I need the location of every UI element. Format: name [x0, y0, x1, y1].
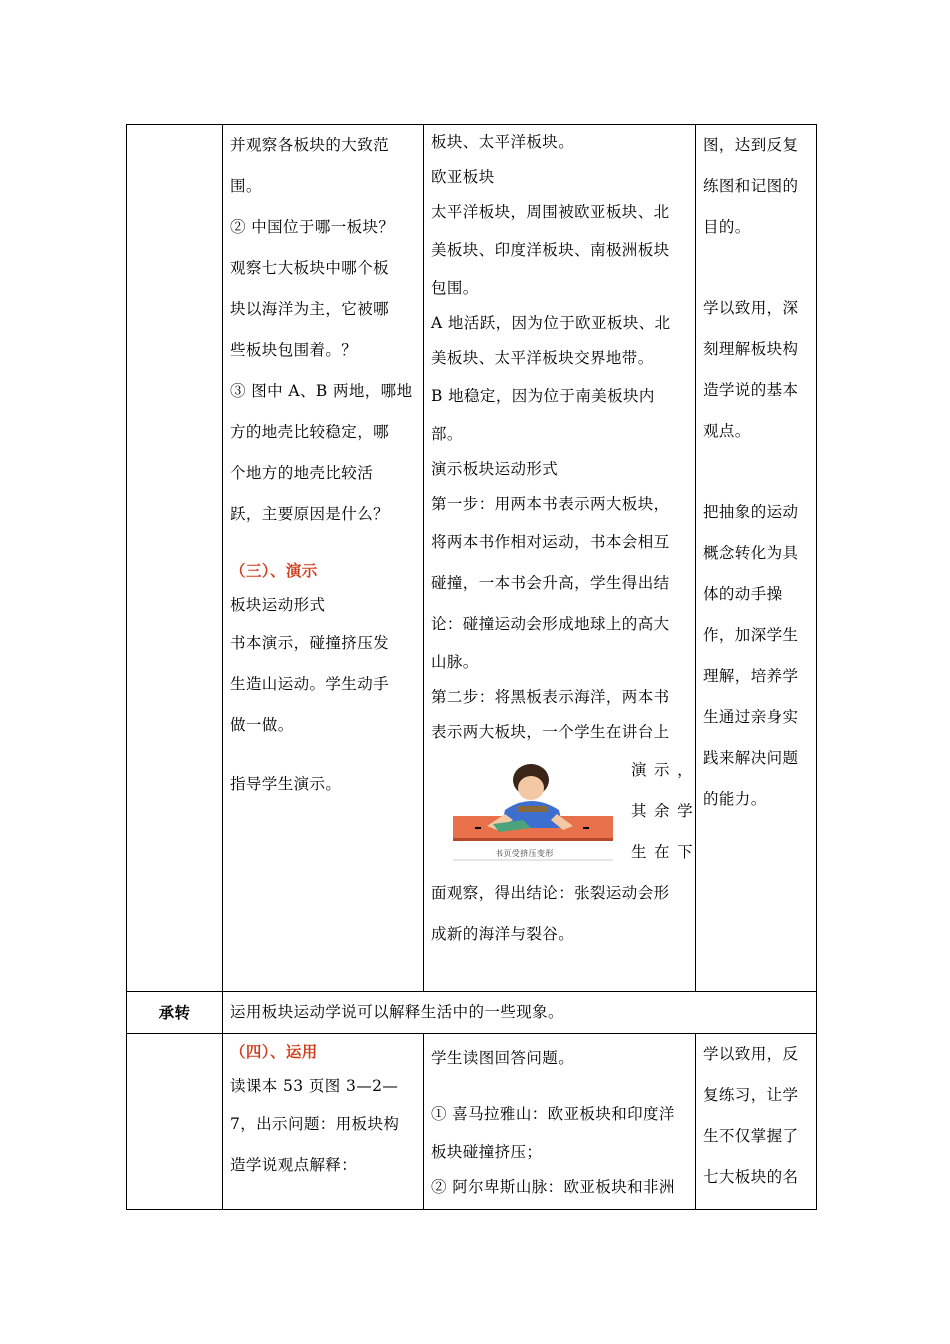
intent-line: 学以致用，深	[703, 299, 799, 317]
student-line: 山脉。	[431, 653, 479, 671]
design-intent-cell	[696, 1034, 817, 1210]
intent-line: 作，加深学生	[703, 626, 799, 644]
student-line: 生在下	[631, 843, 693, 861]
intent-line: 刻理解板块构	[703, 340, 799, 358]
intent-line: 图，达到反复	[703, 136, 799, 154]
intent-line: 造学说的基本	[703, 381, 799, 399]
student-line: 将两本书作相对运动，书本会相互	[431, 533, 670, 551]
teacher-line: 板块运动形式	[230, 596, 326, 614]
student-line: ② 阿尔卑斯山脉：欧亚板块和非洲	[431, 1178, 675, 1196]
spacer	[703, 452, 809, 492]
spacer	[230, 535, 416, 553]
stage-cell-empty	[127, 1034, 223, 1210]
teacher-line: 书本演示，碰撞挤压发	[230, 634, 390, 652]
teacher-line: 围。	[230, 177, 262, 195]
teacher-line: 并观察各板块的大致范	[230, 136, 390, 154]
teacher-line: 读课本 53 页图 3—2—	[230, 1077, 399, 1095]
teacher-line: 方的地壳比较稳定，哪	[230, 423, 390, 441]
intent-line: 生通过亲身实	[703, 708, 799, 726]
student-line: 部。	[431, 425, 463, 443]
intent-line: 践来解决问题	[703, 749, 799, 767]
spacer	[230, 746, 416, 764]
table-row-apply	[127, 1034, 817, 1210]
spacer	[703, 248, 809, 288]
teacher-line: 跃，主要原因是什么？	[230, 505, 390, 523]
table-row-main	[127, 125, 817, 992]
student-line: 碰撞，一本书会升高，学生得出结	[431, 574, 670, 592]
student-line: 论：碰撞运动会形成地球上的高大	[431, 615, 670, 633]
teacher-line: 7，出示问题：用板块构	[230, 1115, 400, 1133]
student-line: 美板块、印度洋板块、南极洲板块	[431, 241, 670, 259]
teacher-line: 个地方的地壳比较活	[230, 464, 374, 482]
teacher-line: 些板块包围着。？	[230, 341, 358, 359]
student-line: 其余学	[631, 802, 693, 820]
student-line: B 地稳定，因为位于南美板块内	[431, 387, 655, 405]
intent-line: 观点。	[703, 422, 751, 440]
section-heading-demo: （三）、演示	[230, 561, 318, 580]
table-row-transition	[127, 992, 817, 1034]
student-line: 包围。	[431, 279, 479, 297]
student-line: 板块碰撞挤压；	[431, 1143, 543, 1161]
student-line: ① 喜马拉雅山：欧亚板块和印度洋	[431, 1105, 675, 1123]
teacher-line: 生造山运动。学生动手	[230, 675, 390, 693]
student-activity-cell	[424, 1034, 696, 1210]
wrapped-text-column	[631, 750, 693, 873]
intent-line: 目的。	[703, 218, 751, 236]
teacher-line: 做一做。	[230, 716, 294, 734]
intent-line: 复练习，让学	[703, 1086, 799, 1104]
student-line: 成新的海洋与裂谷。	[431, 925, 575, 943]
student-line: 演示板块运动形式	[431, 460, 559, 478]
teacher-guide: 指导学生演示。	[230, 775, 342, 793]
student-activity-cell	[424, 125, 696, 992]
teacher-line: ③ 图中 A、B 两地，哪地	[230, 382, 413, 400]
section-heading-apply: （四）、运用	[230, 1042, 318, 1061]
stage-label-transition: 承转	[127, 992, 223, 1034]
student-line: 演示，	[631, 761, 693, 779]
intent-line: 概念转化为具	[703, 544, 799, 562]
intent-line: 的能力。	[703, 790, 767, 808]
intent-line: 七大板块的名	[703, 1168, 799, 1186]
student-line: 欧亚板块	[431, 168, 495, 186]
intent-line: 练图和记图的	[703, 177, 799, 195]
student-line: A 地活跃，因为位于欧亚板块、北	[431, 314, 671, 332]
intent-line: 体的动手操	[703, 585, 783, 603]
student-line: 第一步：用两本书表示两大板块，	[431, 495, 670, 513]
intent-line: 学以致用，反	[703, 1045, 799, 1063]
teacher-line: 块以海洋为主，它被哪	[230, 300, 390, 318]
teacher-line: 观察七大板块中哪个板	[230, 259, 390, 277]
teacher-activity-cell	[223, 125, 424, 992]
student-line: 面观察，得出结论：张裂运动会形	[431, 884, 670, 902]
transition-text: 运用板块运动学说可以解释生活中的一些现象。	[223, 992, 817, 1034]
teacher-line: ② 中国位于哪一板块？	[230, 218, 395, 236]
student-line: 美板块、太平洋板块交界地带。	[431, 349, 654, 367]
intent-line: 理解，培养学	[703, 667, 799, 685]
student-line: 板块、太平洋板块。	[431, 133, 575, 151]
student-pushing-books-illustration	[453, 758, 613, 868]
student-line: 太平洋板块，周围被欧亚板块、北	[431, 203, 670, 221]
teacher-line: 造学说观点解释：	[230, 1156, 358, 1174]
stage-cell-empty	[127, 125, 223, 992]
demo-illustration-block	[431, 750, 693, 873]
intent-line: 把抽象的运动	[703, 503, 799, 521]
student-line	[431, 1082, 688, 1094]
intent-line: 生不仅掌握了	[703, 1127, 799, 1145]
figure-caption: 书页受挤压变形	[495, 849, 554, 858]
student-line: 表示两大板块，一个学生在讲台上	[431, 723, 670, 741]
student-line: 第二步：将黑板表示海洋，两本书	[431, 688, 670, 706]
teacher-activity-cell	[223, 1034, 424, 1210]
lesson-plan-table	[126, 124, 817, 1210]
student-line: 学生读图回答问题。	[431, 1049, 575, 1067]
design-intent-cell	[696, 125, 817, 992]
